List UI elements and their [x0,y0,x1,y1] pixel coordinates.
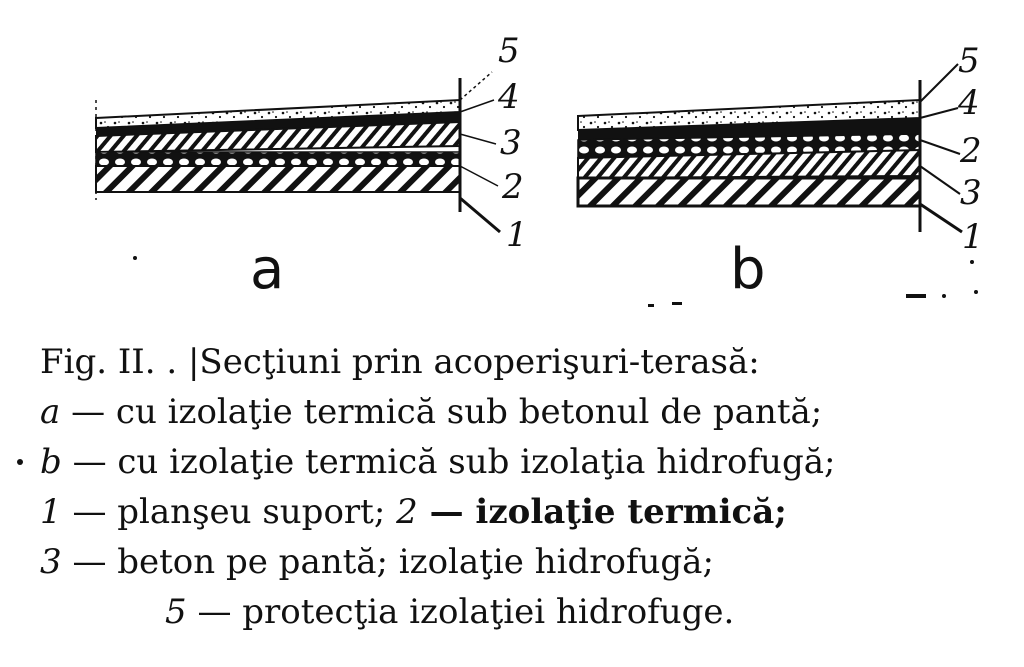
caption-mark: . | [166,342,200,382]
panel-a-section [96,31,528,302]
caption-text-3: — beton pe pantă; izolaţie hidrofugă; [61,542,714,582]
panel-a-layer-thermal [96,152,460,166]
caption-line-4 [40,490,787,534]
panel-a-label-5: 5 [498,31,520,71]
caption-title: Secţiuni prin acoperişuri-terasă: [199,342,760,382]
caption-key-1: 1 [40,492,62,532]
panel-b-label-2: 2 [960,131,982,171]
panel-a-label-4: 4 [498,77,520,117]
caption-line-5 [40,540,714,584]
panel-a-label-3: 3 [500,123,522,163]
caption-dash-b: — [61,442,118,482]
panel-b-section [578,41,984,302]
caption-text-a: cu izolaţie termică sub betonul de pantă; [115,392,823,432]
panel-b-label-1: 1 [962,217,984,257]
caption-text-1: — planşeu suport; [61,492,397,532]
panel-a-label-2: 2 [502,167,524,207]
panel-b-title: b [730,237,766,302]
caption-line-2 [40,390,822,434]
caption-fig-number: Fig. II. [40,342,156,382]
caption-line-3 [40,440,835,484]
panel-b-label-5: 5 [958,41,980,81]
caption-dash-a: — [60,392,116,432]
caption-text-b: cu izolaţie termică sub izolaţia hidrofugă; [117,442,836,482]
caption-key-b: b [40,442,62,482]
caption-key-a: a [40,392,61,432]
caption-line-1 [40,340,760,384]
panel-b-layer-slab [578,178,920,206]
panel-a-label-1: 1 [506,215,528,255]
caption-text-2: — izolaţie termică; [417,492,787,532]
panel-a-layer-slab [96,166,460,192]
caption-key-2: 2 [396,492,418,532]
caption-text-5: — protecţia izolaţiei hidrofuge. [186,592,735,632]
caption-line-6 [165,590,734,634]
caption-key-3: 3 [40,542,62,582]
caption-key-5: 5 [165,592,187,632]
panel-b-label-4: 4 [958,83,980,123]
panel-a-title: a [250,237,285,302]
panel-b-label-3: 3 [960,173,982,213]
